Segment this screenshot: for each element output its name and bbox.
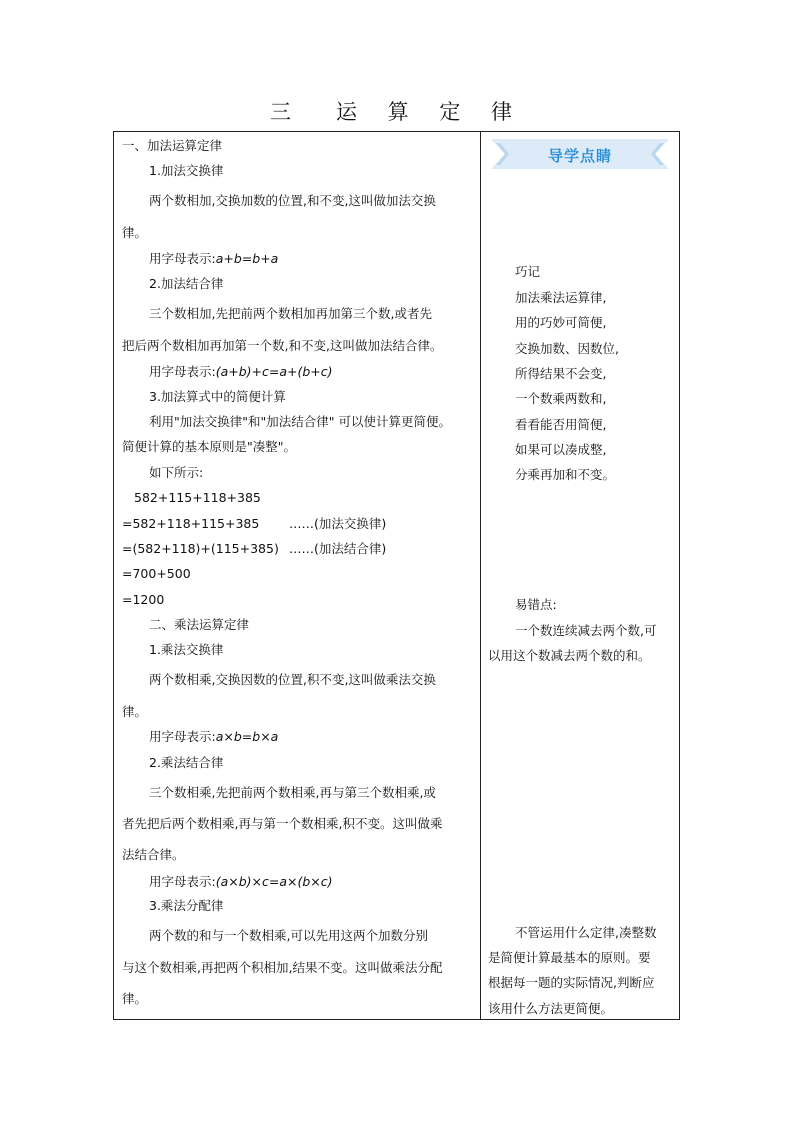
paragraph-line: 三个数相乘,先把前两个数相乘,再与第三个数相乘,或 bbox=[149, 785, 436, 800]
paragraph-line: 律。 bbox=[122, 225, 148, 240]
paragraph-line: 把后两个数相加再加第一个数,和不变,这叫做加法结合律。 bbox=[122, 338, 443, 353]
formula-label: 用字母表示: bbox=[149, 364, 216, 379]
paragraph-line: 者先把后两个数相乘,再与第一个数相乘,积不变。这叫做乘 bbox=[122, 816, 443, 831]
paragraph-line: 法结合律。 bbox=[122, 847, 185, 862]
column-divider bbox=[480, 132, 481, 1019]
formula-line bbox=[149, 364, 333, 380]
poem-line: 分乘再加和不变。 bbox=[515, 467, 616, 482]
mistake-title: 易错点: bbox=[515, 597, 557, 612]
formula-expression: (a+b)+c=a+(b+c) bbox=[215, 364, 333, 379]
tip-line: 根据每一题的实际情况,判断应 bbox=[488, 975, 655, 990]
example-step: =(582+118)+(115+385) bbox=[122, 541, 279, 556]
example-step: 582+115+118+385 bbox=[134, 490, 261, 505]
formula-label: 用字母表示: bbox=[149, 251, 216, 266]
example-note: ……(加法结合律) bbox=[289, 541, 387, 556]
mistake-line: 一个数连续减去两个数,可 bbox=[515, 623, 657, 638]
section-heading-addition: 一、加法运算定律 bbox=[122, 138, 223, 153]
formula-line bbox=[149, 251, 278, 267]
tip-line: 不管运用什么定律,凑整数 bbox=[515, 925, 657, 940]
formula-line bbox=[149, 729, 278, 745]
paragraph-line: 与这个数相乘,再把两个积相加,结果不变。这叫做乘法分配 bbox=[122, 960, 443, 975]
poem-line: 所得结果不会变, bbox=[515, 366, 607, 381]
formula-expression: a×b=b×a bbox=[215, 729, 279, 744]
subheading-add-simplify: 3.加法算式中的简便计算 bbox=[149, 389, 286, 404]
content-table bbox=[113, 131, 680, 1020]
poem-line: 用的巧妙可简便, bbox=[515, 315, 607, 330]
subheading-add-associative: 2.加法结合律 bbox=[149, 276, 224, 291]
paragraph-line: 律。 bbox=[122, 704, 148, 719]
formula-expression: a+b=b+a bbox=[215, 251, 279, 266]
example-step: =582+118+115+385 bbox=[122, 516, 260, 531]
formula-label: 用字母表示: bbox=[149, 729, 216, 744]
subheading-mul-commutative: 1.乘法交换律 bbox=[149, 642, 224, 657]
example-step: =1200 bbox=[122, 592, 165, 607]
mistake-line: 以用这个数减去两个数的和。 bbox=[488, 648, 651, 663]
poem-line: 看看能否用简便, bbox=[515, 417, 607, 432]
formula-line bbox=[149, 874, 333, 890]
subheading-mul-distributive: 3.乘法分配律 bbox=[149, 898, 224, 913]
paragraph-line: 两个数相加,交换加数的位置,和不变,这叫做加法交换 bbox=[149, 193, 436, 208]
guide-badge bbox=[491, 139, 669, 169]
section-heading-multiplication: 二、乘法运算定律 bbox=[149, 617, 250, 632]
subheading-mul-associative: 2.乘法结合律 bbox=[149, 755, 224, 770]
paragraph-line: 简便计算的基本原则是"凑整"。 bbox=[122, 439, 296, 454]
paragraph-line: 利用"加法交换律"和"加法结合律" 可以使计算更简便。 bbox=[149, 414, 451, 429]
example-intro: 如下所示: bbox=[149, 465, 204, 480]
paragraph-line: 律。 bbox=[122, 991, 148, 1006]
poem-line: 如果可以凑成整, bbox=[515, 442, 607, 457]
subheading-add-commutative: 1.加法交换律 bbox=[149, 163, 224, 178]
poem-line: 加法乘法运算律, bbox=[515, 290, 607, 305]
tip-line: 该用什么方法更简便。 bbox=[488, 1001, 614, 1016]
poem-title: 巧记 bbox=[515, 264, 541, 279]
example-note: ……(加法交换律) bbox=[289, 516, 387, 531]
formula-label: 用字母表示: bbox=[149, 874, 216, 889]
example-step: =700+500 bbox=[122, 566, 191, 581]
badge-label: 导学点睛 bbox=[547, 147, 612, 165]
tip-line: 是简便计算最基本的原则。要 bbox=[488, 950, 651, 965]
paragraph-line: 两个数的和与一个数相乘,可以先用这两个加数分别 bbox=[149, 928, 428, 943]
formula-expression: (a×b)×c=a×(b×c) bbox=[215, 874, 333, 889]
page-title: 三 运 算 定 律 bbox=[269, 100, 525, 124]
poem-line: 交换加数、因数位, bbox=[515, 341, 619, 356]
paragraph-line: 三个数相加,先把前两个数相加再加第三个数,或者先 bbox=[149, 306, 432, 321]
paragraph-line: 两个数相乘,交换因数的位置,积不变,这叫做乘法交换 bbox=[149, 672, 436, 687]
poem-line: 一个数乘两数和, bbox=[515, 391, 607, 406]
